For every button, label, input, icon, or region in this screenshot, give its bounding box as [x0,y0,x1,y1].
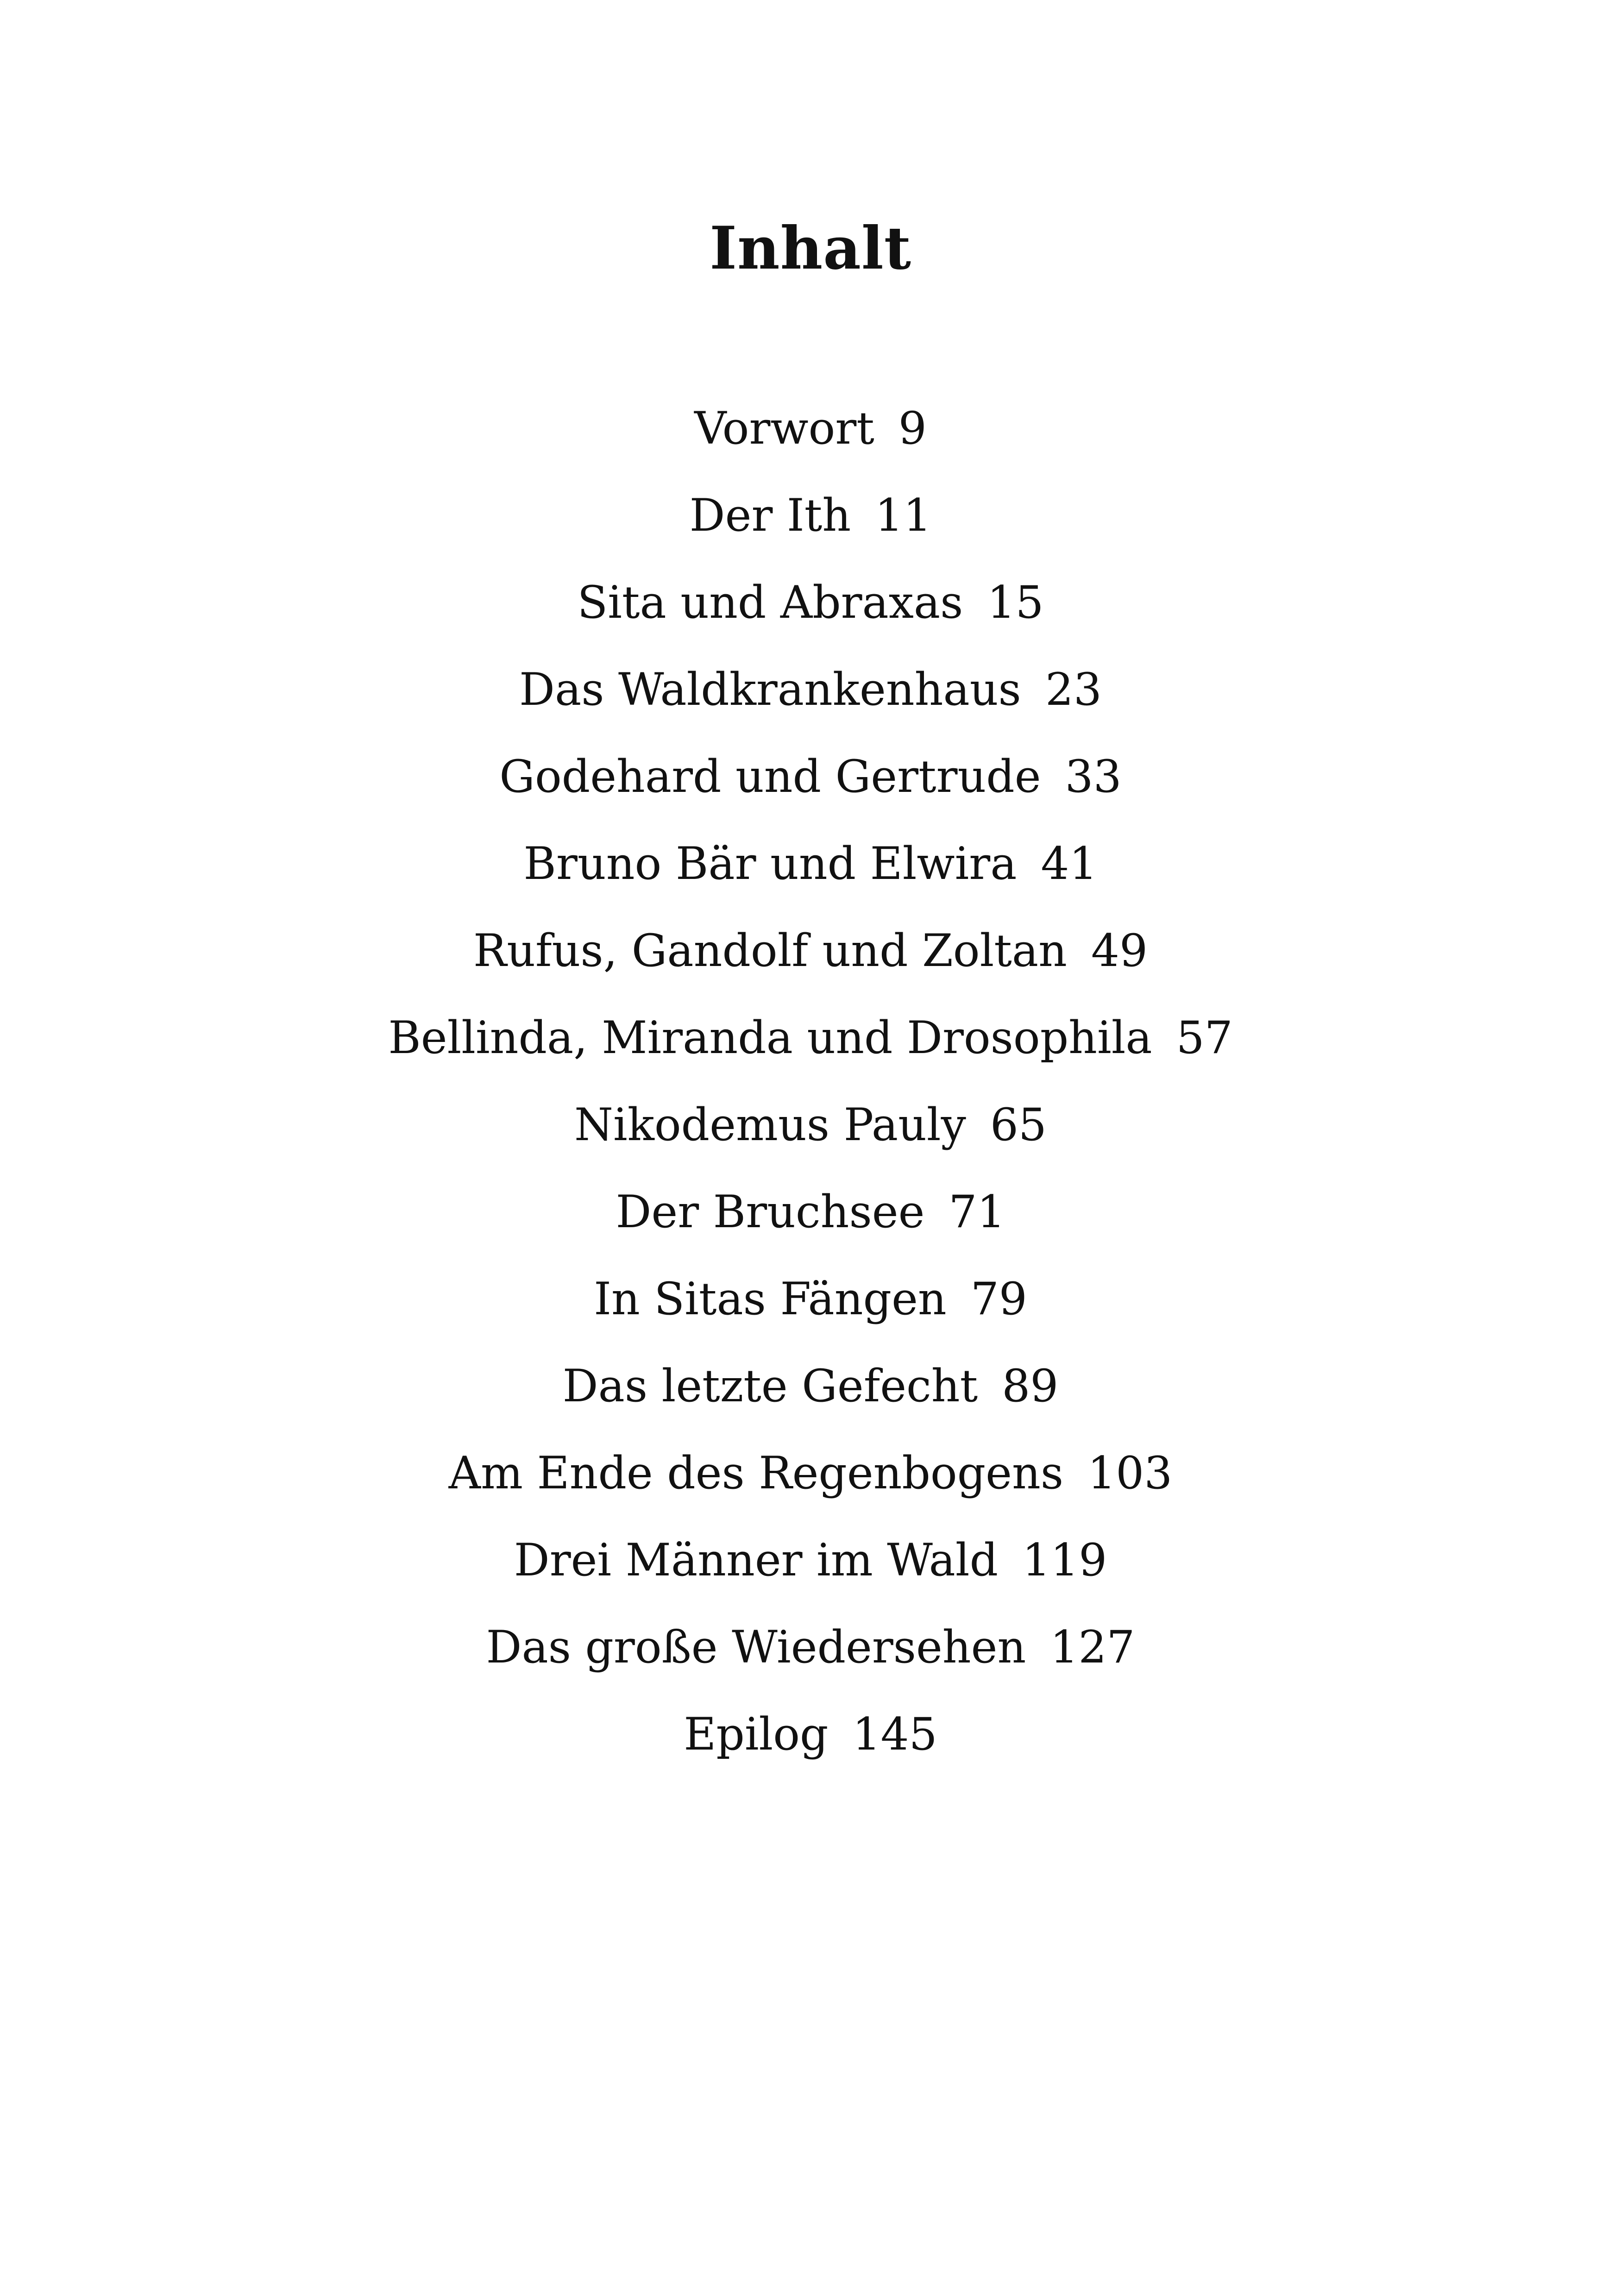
toc-entry-page: 15 [987,577,1044,628]
toc-entry [0,1700,1621,1787]
toc-entry-page: 65 [990,1099,1047,1151]
table-of-contents [0,394,1621,1787]
toc-entry-title: Das Waldkrankenhaus [519,664,1021,715]
toc-entry-page: 119 [1022,1534,1107,1586]
toc-entry [0,1438,1621,1525]
toc-entry-title: Bruno Bär und Elwira [523,838,1017,890]
toc-entry-title: Epilog [684,1708,829,1760]
toc-entry [0,1612,1621,1700]
toc-entry-page: 127 [1050,1621,1135,1673]
toc-entry-page: 71 [949,1186,1005,1238]
toc-entry-title: In Sitas Fängen [594,1273,947,1325]
toc-entry [0,1003,1621,1090]
toc-entry [0,568,1621,655]
toc-entry [0,394,1621,481]
toc-entry-title: Vorwort [694,402,874,454]
toc-entry-page: 9 [898,402,927,454]
toc-entry-page: 145 [852,1708,937,1760]
toc-entry-page: 41 [1041,838,1098,890]
toc-entry-title: Drei Männer im Wald [514,1534,999,1586]
toc-entry-page: 103 [1087,1447,1173,1499]
toc-entry-page: 49 [1091,925,1148,977]
toc-entry-title: Sita und Abraxas [577,577,963,628]
toc-entry [0,1264,1621,1351]
page-title: Inhalt [710,214,911,282]
toc-entry-page: 11 [875,489,932,541]
toc-entry [0,1090,1621,1177]
toc-entry [0,1351,1621,1438]
toc-entry-title: Rufus, Gandolf und Zoltan [473,925,1067,977]
toc-entry-title: Das letzte Gefecht [562,1360,978,1412]
toc-entry-title: Der Bruchsee [616,1186,925,1238]
toc-entry [0,481,1621,568]
toc-entry-title: Bellinda, Miranda und Drosophila [388,1012,1152,1064]
toc-entry-page: 33 [1065,751,1122,803]
toc-entry [0,1525,1621,1612]
toc-entry-title: Der Ith [689,489,851,541]
toc-entry [0,916,1621,1003]
toc-entry [0,1177,1621,1264]
toc-entry-title: Am Ende des Regenbogens [448,1447,1064,1499]
toc-entry-title: Godehard und Gertrude [499,751,1041,803]
toc-entry-page: 57 [1176,1012,1233,1064]
toc-entry [0,742,1621,829]
toc-entry [0,655,1621,742]
toc-entry-title: Das große Wiedersehen [486,1621,1026,1673]
toc-entry-title: Nikodemus Pauly [574,1099,966,1151]
toc-entry-page: 23 [1045,664,1102,715]
toc-entry-page: 79 [970,1273,1027,1325]
toc-entry [0,829,1621,916]
toc-entry-page: 89 [1002,1360,1059,1412]
